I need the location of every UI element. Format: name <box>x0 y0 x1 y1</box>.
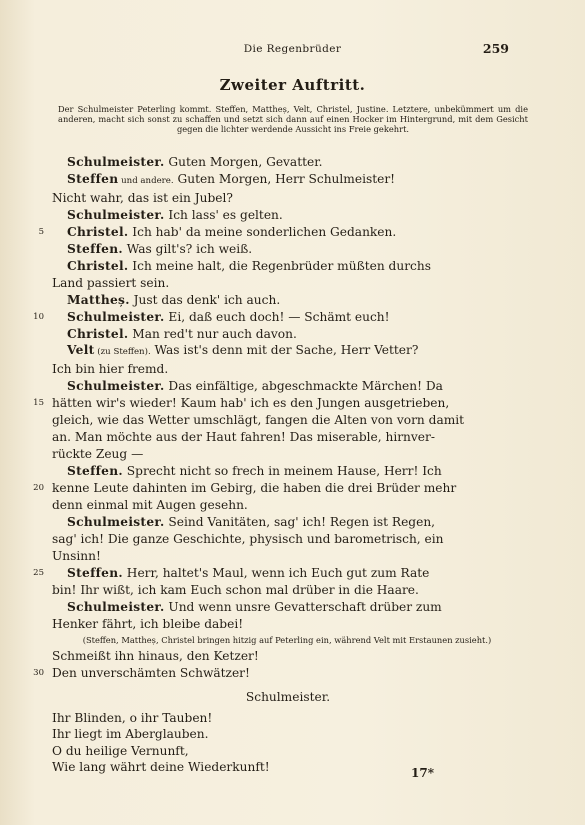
chorus-lines <box>33 648 524 682</box>
dialogue-line <box>52 463 524 480</box>
line-text: denn einmal mit Augen gesehn. <box>52 498 248 513</box>
dialogue-line <box>52 514 524 531</box>
dialogue-line <box>52 497 524 514</box>
line-text: Herr, haltet's Maul, wenn ich Euch gut zum Rate <box>122 565 430 580</box>
dialogue-line <box>52 275 524 292</box>
line-text: Unsinn! <box>52 548 101 563</box>
line-text: an. Man möchte aus der Haut fahren! Das miserable, hirnver- <box>52 430 435 445</box>
signature-mark: 17* <box>411 766 434 780</box>
line-text: Ich hab' da meine sonderlichen Gedanken. <box>128 224 397 239</box>
line-text: Seind Vanitäten, sag' ich! Regen ist Regen, <box>164 515 436 530</box>
stage-direction-2: (Steffen, Mattheș, Christel bringen hitzig auf Peterling ein, während Velt mit Erstaunen zusieht.) <box>82 634 492 645</box>
dialogue-line <box>52 258 524 275</box>
dialogue-line <box>33 565 524 582</box>
line-text: Man red't nur auch davon. <box>128 326 297 341</box>
speaker-name: Steffen <box>67 171 119 186</box>
speaker-name: Schulmeister. <box>67 207 165 222</box>
line-text: Sprecht nicht so frech in meinem Hause, Herr! Ich <box>122 464 442 479</box>
line-text: Schmeißt ihn hinaus, den Ketzer! <box>52 649 259 664</box>
line-text: Was gilt's? ich weiß. <box>122 241 253 256</box>
chorus-line <box>33 665 524 682</box>
dialogue-line <box>52 326 524 343</box>
verse-block <box>52 710 524 776</box>
line-text: Und wenn unsre Gevatterschaft drüber zum <box>164 599 442 614</box>
dialogue-body <box>33 154 524 776</box>
speaker-name: Velt <box>67 343 95 358</box>
line-number: 30 <box>33 668 44 679</box>
verse-line: Wie lang währt deine Wiederkunft! <box>52 760 270 775</box>
line-text: Guten Morgen, Herr Schulmeister! <box>173 171 396 186</box>
line-text: kenne Leute dahinten im Gebirg, die haben die drei Brüder mehr <box>52 481 457 496</box>
dialogue-line <box>52 599 524 616</box>
line-text: Henker fährt, ich bleibe dabei! <box>52 616 244 631</box>
dialogue-line <box>38 224 524 241</box>
line-text: bin! Ihr wißt, ich kam Euch schon mal drüber in die Haare. <box>52 582 419 597</box>
line-text: hätten wir's wieder! Kaum hab' ich es den Jungen ausgetrieben, <box>52 396 450 411</box>
line-text: Den unverschämten Schwätzer! <box>52 666 250 681</box>
dialogue-line <box>52 154 524 171</box>
dialogue-line <box>52 241 524 258</box>
speaker-name: Schulmeister. <box>67 599 165 614</box>
inline-stage-direction: (zu Steffen). <box>94 347 151 358</box>
inline-stage-direction: und andere. <box>118 175 174 186</box>
line-text: Ich bin hier fremd. <box>52 362 169 377</box>
line-text: Das einfältige, abgeschmackte Märchen! Da <box>164 379 443 394</box>
verse-line: Ihr Blinden, o ihr Tauben! <box>52 711 213 725</box>
speaker-name: Christel. <box>67 326 129 341</box>
verse-line: Ihr liegt im Aberglauben. <box>52 727 209 742</box>
line-number: 15 <box>33 398 44 409</box>
speaker-name: Christel. <box>67 224 129 239</box>
stage-direction: Der Schulmeister Peterling kommt. Steffen, Mattheș, Velt, Christel, Justine. Letztere, unbekümmert um die anderen, macht sich sonst zu schaffen und setzt sich dann auf einen Hocker im Hintergrund, mit dem Gesicht gegen die lichter werdende Aussicht ins Freie gekehrt. <box>58 104 528 135</box>
line-text: gleich, wie das Wetter umschlägt, fangen die Alten von vorn damit <box>52 413 465 428</box>
dialogue-line <box>52 446 524 463</box>
speaker-name: Schulmeister. <box>67 155 165 169</box>
speaker-name: Christel. <box>67 258 129 273</box>
line-text: Guten Morgen, Gevatter. <box>164 155 323 169</box>
dialogue-line <box>33 395 524 412</box>
dialogue-line <box>52 412 524 429</box>
dialogue-line <box>52 342 524 361</box>
line-number: 25 <box>33 567 44 578</box>
line-text: Land passiert sein. <box>52 275 170 290</box>
speaker-name: Schulmeister. <box>67 515 165 530</box>
scene-title: Zweiter Auftritt. <box>219 76 366 94</box>
dialogue-line <box>33 309 524 326</box>
line-text: Nicht wahr, das ist ein Jubel? <box>52 190 233 205</box>
dialogue-line <box>52 361 524 378</box>
dialogue-line <box>52 429 524 446</box>
speaker-name: Schulmeister. <box>67 309 165 324</box>
speaker-heading: Schulmeister. <box>245 690 331 704</box>
line-text: Ei, daß euch doch! — Schämt euch! <box>164 309 390 324</box>
speaker-name: Mattheș. <box>67 292 130 307</box>
page-header <box>0 43 585 59</box>
dialogue-line <box>52 548 524 565</box>
dialogue-line <box>52 171 524 190</box>
verse-line: O du heilige Vernunft, <box>52 743 189 758</box>
dialogue-line <box>52 292 524 309</box>
line-text: Just das denk' ich auch. <box>129 292 281 307</box>
speaker-name: Schulmeister. <box>67 379 165 394</box>
line-text: rückte Zeug — <box>52 447 144 462</box>
chorus-line <box>52 648 524 665</box>
dialogue-line <box>52 616 524 633</box>
line-text: Ich lass' es gelten. <box>164 207 283 222</box>
line-text: sag' ich! Die ganze Geschichte, physisch und barometrisch, ein <box>52 531 444 546</box>
dialogue-line <box>52 378 524 395</box>
dialogue-line <box>52 207 524 224</box>
line-number: 20 <box>33 483 44 494</box>
dialogue-line <box>52 531 524 548</box>
line-text: Ich meine halt, die Regenbrüder müßten durchs <box>128 258 431 273</box>
dialogue-lines <box>33 154 524 633</box>
speaker-name: Steffen. <box>67 241 123 256</box>
speaker-name: Steffen. <box>67 565 123 580</box>
page-number: 259 <box>482 41 509 56</box>
running-title: Die Regenbrüder <box>243 43 342 55</box>
speaker-name: Steffen. <box>67 464 123 479</box>
line-text: Was ist's denn mit der Sache, Herr Vetter? <box>150 343 419 358</box>
dialogue-line <box>52 582 524 599</box>
dialogue-line <box>52 190 524 207</box>
line-number: 5 <box>38 226 44 237</box>
dialogue-line <box>33 480 524 497</box>
line-number: 10 <box>33 311 44 322</box>
